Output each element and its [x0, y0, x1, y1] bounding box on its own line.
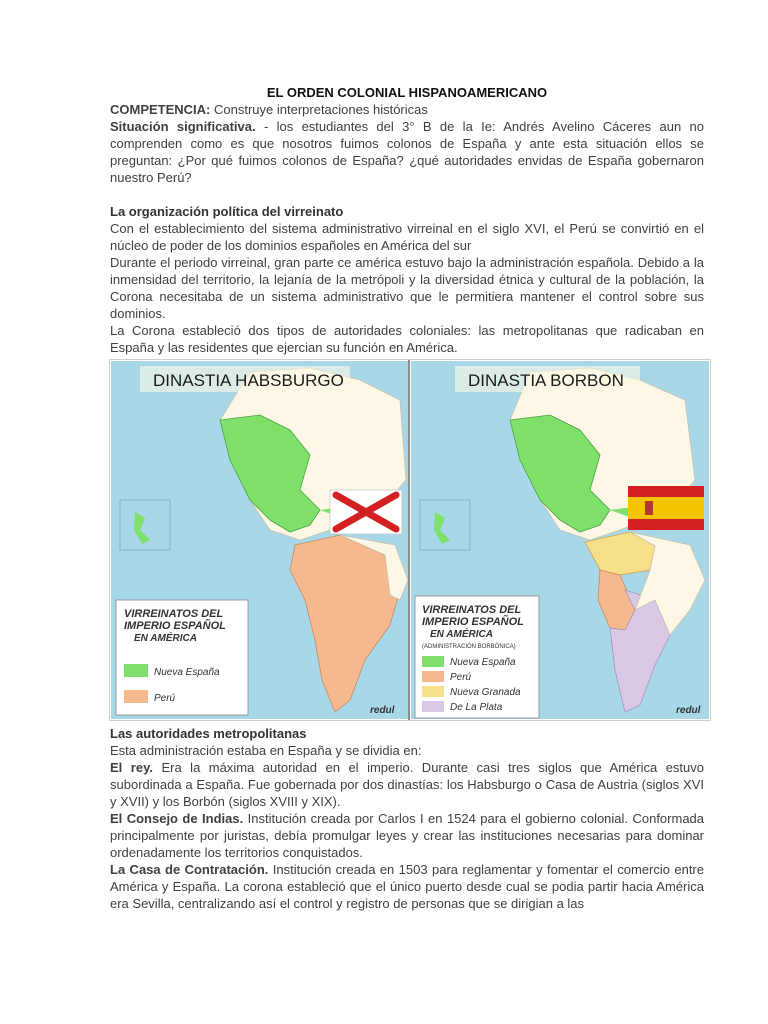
maps-image [110, 360, 710, 720]
map-credit-left: redul [370, 705, 395, 716]
paragraph-casa-contratacion [110, 861, 704, 912]
consejo-text: Institución creada por Carlos I en 1524 para el gobierno colonial. Conformada principalmente por juristas, debía promulgar leyes y crear las instituciones necesarias para dominar ordenadamente los territorios conquistados. [110, 811, 705, 860]
legend-swatch-nueva-granada [422, 686, 444, 697]
legend-label-peru-right: Perú [450, 672, 472, 683]
legend-label-peru: Perú [154, 693, 176, 704]
legend-label-nueva-espana: Nueva España [154, 667, 220, 678]
legend-title-line-1: VIRREINATOS DEL [124, 608, 224, 620]
legend-label-la-plata: De La Plata [450, 702, 503, 713]
casa-text: Institución creada en 1503 para reglamentar y fomentar el comercio entre América y España. La corona estableció que el único puerto desde cual se podia partir hacia América era Sevilla, centralizando así el control y registro de personas que se dirigian a las [110, 862, 704, 911]
paragraph-intro-autoridades: Esta administración estaba en España y se dividia en: [110, 743, 422, 758]
map-borbon [411, 361, 709, 719]
section-heading-autoridades: Las autoridades metropolitanas [110, 726, 307, 741]
spacer [110, 186, 704, 203]
map-credit-right: redul [676, 705, 701, 716]
paragraph-tipos-autoridades: La Corona estableció dos tipos de autoridades coloniales: las metropolitanas que radicaban en España y las residentes que ejercian su función en América. [110, 323, 704, 355]
rey-text: Era la máxima autoridad en el imperio. Durante casi tres siglos que América estuvo subordinada a España. Fue gobernada por dos dinastías: los Habsburgo o Casa de Austria (siglos XVI y XVII) y los Borbón (siglos XVIII y XIX). [110, 760, 705, 809]
situacion-label: Situación significativa. [110, 119, 256, 134]
section-heading-organizacion: La organización política del virreinato [110, 204, 344, 219]
situacion-text: - los estudiantes del 3° B de la Ie: Andrés Avelino Cáceres aun no comprenden como es que nosotros fuimos colonos de España y ante esta situación ellos se preguntan: ¿Por qué fuimos colonos de España? ¿qué autoridades envidas de España gobernaron nuestro Perú? [110, 119, 705, 185]
legend-title-line-2-right: IMPERIO ESPAÑOL [422, 616, 524, 628]
paragraph-establecimiento: Con el establecimiento del sistema administrativo virreinal en el siglo XVI, el Perú se convirtió en el núcleo de poder de los dominios españoles en América del sur [110, 221, 704, 253]
cross-of-burgundy-flag [330, 490, 402, 534]
legend-swatch-peru-right [422, 671, 444, 682]
consejo-label: El Consejo de Indias. [110, 811, 244, 826]
competencia-label: COMPETENCIA: [110, 102, 211, 117]
situacion-paragraph [110, 118, 704, 186]
legend-title-line-1-right: VIRREINATOS DEL [422, 604, 522, 616]
document-title: EL ORDEN COLONIAL HISPANOAMERICANO [266, 85, 548, 100]
paragraph-el-rey [110, 759, 704, 810]
paragraph-periodo-virreinal: Durante el periodo virreinal, gran parte ce américa estuvo bajo la administración española. Debido a la inmensidad del territorio, la lejanía de la metrópoli y la diversidad étnica y cultural de la población, la Corona necesitaba de un sistema administrativo que le permitiera mantener el control sobre sus dominios. [110, 255, 704, 321]
legend-title-line-2: IMPERIO ESPAÑOL [124, 620, 226, 632]
virreinatos-maps-figure [109, 359, 711, 721]
legend-label-nueva-espana-right: Nueva España [450, 657, 516, 668]
legend-swatch-la-plata [422, 701, 444, 712]
habsburgo-legend [116, 600, 248, 715]
map-habsburgo [111, 361, 408, 719]
legend-label-nueva-granada: Nueva Granada [450, 687, 521, 698]
rey-label: El rey. [110, 760, 153, 775]
casa-label: La Casa de Contratación. [110, 862, 269, 877]
competencia-line [110, 101, 704, 118]
legend-title-line-3-right: EN AMÉRICA [430, 629, 493, 640]
habsburgo-title: DINASTIA HABSBURGO [153, 371, 344, 390]
spanish-flag [628, 486, 704, 530]
document-page [110, 84, 704, 912]
borbon-title: DINASTIA BORBON [468, 371, 624, 390]
competencia-text: Construye interpretaciones históricas [210, 102, 428, 117]
legend-title-line-3: EN AMÉRICA [134, 633, 197, 644]
paragraph-consejo-indias [110, 810, 704, 861]
legend-swatch-peru [124, 690, 148, 703]
legend-subtitle-right: (ADMINISTRACIÓN BORBÓNICA) [422, 644, 516, 650]
legend-swatch-nueva-espana-right [422, 656, 444, 667]
borbon-legend [415, 596, 539, 718]
legend-swatch-nueva-espana [124, 664, 148, 677]
coat-of-arms-icon [645, 501, 653, 515]
